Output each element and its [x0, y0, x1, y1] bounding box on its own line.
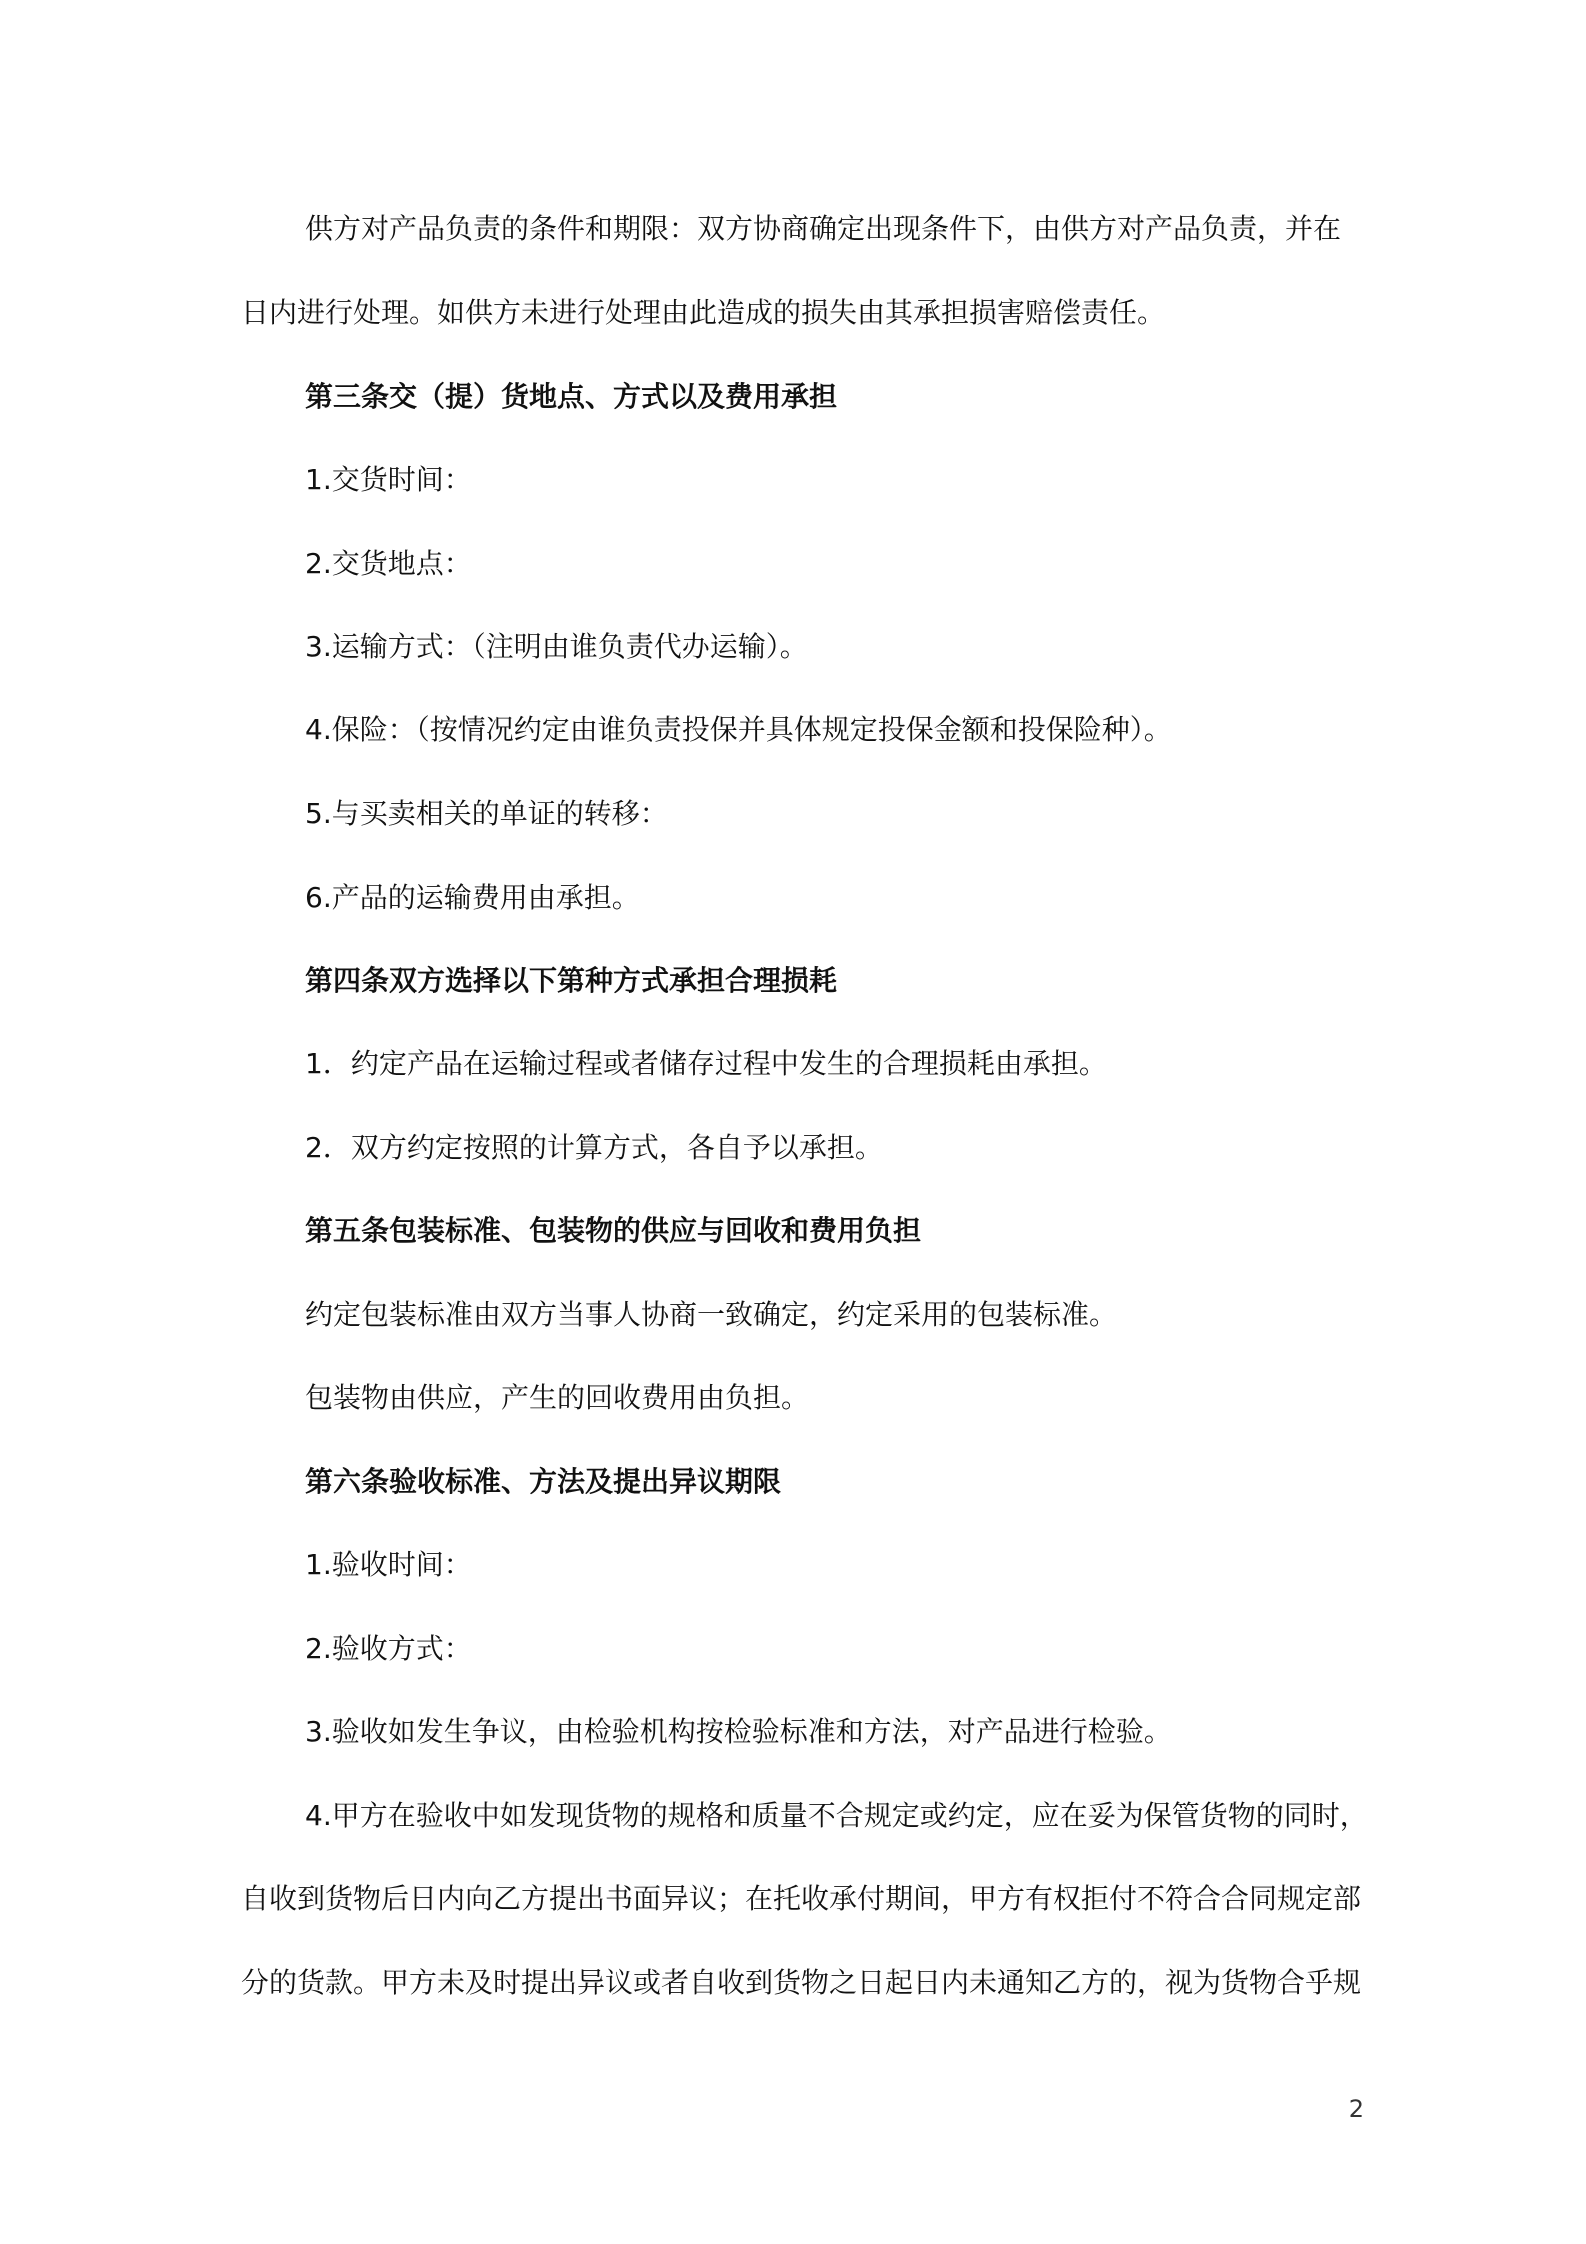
- list-item: 2.验收方式：: [305, 1632, 472, 1665]
- list-item: 6.产品的运输费用由承担。: [305, 881, 640, 914]
- list-item: 5.与买卖相关的单证的转移：: [305, 797, 668, 830]
- paragraph-line: 供方对产品负责的条件和期限：双方协商确定出现条件下，由供方对产品负责，并在: [305, 212, 1342, 245]
- page-number: 2: [1348, 2095, 1364, 2123]
- list-item: 4.甲方在验收中如发现货物的规格和质量不合规定或约定，应在妥为保管货物的同时，: [305, 1799, 1368, 1832]
- list-item: 3.运输方式：（注明由谁负责代办运输）。: [305, 630, 808, 663]
- section-heading: 第六条验收标准、方法及提出异议期限: [305, 1465, 782, 1498]
- list-item: 2.交货地点：: [305, 547, 472, 580]
- section-heading: 第三条交（提）货地点、方式以及费用承担: [305, 380, 838, 413]
- list-item: 4.保险：（按情况约定由谁负责投保并具体规定投保金额和投保险种）。: [305, 713, 1172, 746]
- paragraph-line: 分的货款。甲方未及时提出异议或者自收到货物之日起日内未通知乙方的，视为货物合乎规: [241, 1966, 1362, 1999]
- list-item: 3.验收如发生争议，由检验机构按检验标准和方法，对产品进行检验。: [305, 1715, 1172, 1748]
- paragraph-line: 包装物由供应，产生的回收费用由负担。: [305, 1381, 810, 1414]
- list-item: 2．双方约定按照的计算方式，各自予以承担。: [305, 1131, 883, 1164]
- section-heading: 第五条包装标准、包装物的供应与回收和费用负担: [305, 1214, 922, 1247]
- list-item: 1.验收时间：: [305, 1548, 472, 1581]
- paragraph-line: 自收到货物后日内向乙方提出书面异议；在托收承付期间，甲方有权拒付不符合合同规定部: [241, 1882, 1362, 1915]
- list-item: 1．约定产品在运输过程或者储存过程中发生的合理损耗由承担。: [305, 1047, 1107, 1080]
- list-item: 1.交货时间：: [305, 463, 472, 496]
- paragraph-line: 日内进行处理。如供方未进行处理由此造成的损失由其承担损害赔偿责任。: [241, 296, 1166, 329]
- paragraph-line: 约定包装标准由双方当事人协商一致确定，约定采用的包装标准。: [305, 1298, 1118, 1331]
- section-heading: 第四条双方选择以下第种方式承担合理损耗: [305, 964, 838, 997]
